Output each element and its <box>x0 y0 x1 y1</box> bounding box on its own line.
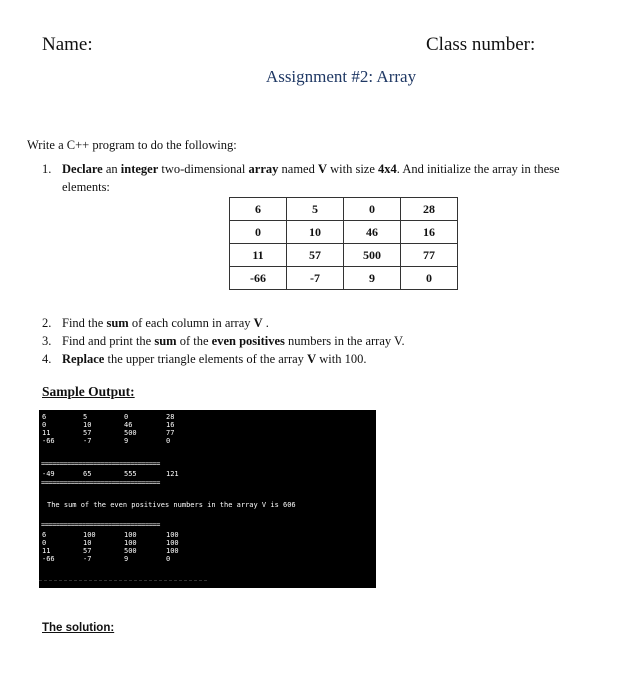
console-row <box>39 437 376 446</box>
console-value: -49 <box>42 470 55 478</box>
console-value: 57 <box>83 429 92 437</box>
console-divider <box>39 580 207 581</box>
console-value: 0 <box>166 437 171 445</box>
console-value: 11 <box>42 429 51 437</box>
console-value: -66 <box>42 555 55 563</box>
array-cell: -7 <box>287 267 344 290</box>
console-separator: ================================ <box>41 479 160 487</box>
console-value: 100 <box>166 547 179 555</box>
console-value: 100 <box>124 539 137 547</box>
console-value: 100 <box>124 531 137 539</box>
console-value: 555 <box>124 470 137 478</box>
task-number: 2. <box>42 316 52 330</box>
array-cell: 77 <box>401 244 458 267</box>
name-label: Name: <box>42 34 93 55</box>
class-number-label: Class number: <box>426 34 536 55</box>
console-value: 46 <box>124 421 133 429</box>
array-cell: -66 <box>230 267 287 290</box>
console-value: 10 <box>83 539 92 547</box>
console-value: 0 <box>124 413 129 421</box>
task-number: 3. <box>42 334 52 348</box>
array-cell: 0 <box>401 267 458 290</box>
console-value: 100 <box>166 539 179 547</box>
array-cell: 0 <box>344 198 401 221</box>
console-value: 500 <box>124 547 137 555</box>
sample-output-heading: Sample Output: <box>42 384 135 399</box>
task-number: 1. <box>42 162 52 176</box>
console-value: 57 <box>83 547 92 555</box>
array-cell: 46 <box>344 221 401 244</box>
console-value: -7 <box>83 437 92 445</box>
console-value: 6 <box>42 413 47 421</box>
console-separator: ================================ <box>41 460 160 468</box>
array-cell: 28 <box>401 198 458 221</box>
array-cell: 9 <box>344 267 401 290</box>
console-value: 16 <box>166 421 175 429</box>
console-value: 100 <box>166 531 179 539</box>
array-row <box>230 198 458 221</box>
console-value: -66 <box>42 437 55 445</box>
console-value: 9 <box>124 555 129 563</box>
console-separator: ================================ <box>41 521 160 529</box>
array-row <box>230 267 458 290</box>
array-cell: 10 <box>287 221 344 244</box>
console-value: 10 <box>83 421 92 429</box>
solution-heading: The solution: <box>42 622 115 634</box>
console-value: 9 <box>124 437 129 445</box>
console-value: 5 <box>83 413 88 421</box>
array-cell: 6 <box>230 198 287 221</box>
array-table <box>229 197 458 290</box>
console-value: 0 <box>42 539 47 547</box>
array-row <box>230 244 458 267</box>
console-value: 77 <box>166 429 175 437</box>
task-text: Find the sum of each column in array V . <box>62 316 269 330</box>
console-value: 28 <box>166 413 175 421</box>
array-cell: 16 <box>401 221 458 244</box>
array-cell: 0 <box>230 221 287 244</box>
task-text: Declare an integer two-dimensional array named V with size 4x4. And initialize the array in these elements: <box>62 162 560 194</box>
array-cell: 500 <box>344 244 401 267</box>
console-value: -7 <box>83 555 92 563</box>
console-value: 100 <box>83 531 96 539</box>
console-row <box>39 470 376 479</box>
console-value: 121 <box>166 470 179 478</box>
console-even-sum-line: The sum of the even positives numbers in the array V is 606 <box>47 501 296 509</box>
console-row <box>39 555 376 564</box>
console-value: 11 <box>42 547 51 555</box>
intro-text: Write a C++ program to do the following: <box>27 138 237 152</box>
task-text: Find and print the sum of the even positives numbers in the array V. <box>62 334 405 348</box>
array-cell: 5 <box>287 198 344 221</box>
task-text: Replace the upper triangle elements of the array V with 100. <box>62 352 367 366</box>
array-cell: 57 <box>287 244 344 267</box>
console-value: 0 <box>166 555 171 563</box>
console-value: 0 <box>42 421 47 429</box>
assignment-title: Assignment #2: Array <box>265 67 417 86</box>
array-row <box>230 221 458 244</box>
console-value: 65 <box>83 470 92 478</box>
console-output <box>39 410 376 588</box>
console-value: 500 <box>124 429 137 437</box>
task-number: 4. <box>42 352 52 366</box>
console-value: 6 <box>42 531 47 539</box>
array-cell: 11 <box>230 244 287 267</box>
